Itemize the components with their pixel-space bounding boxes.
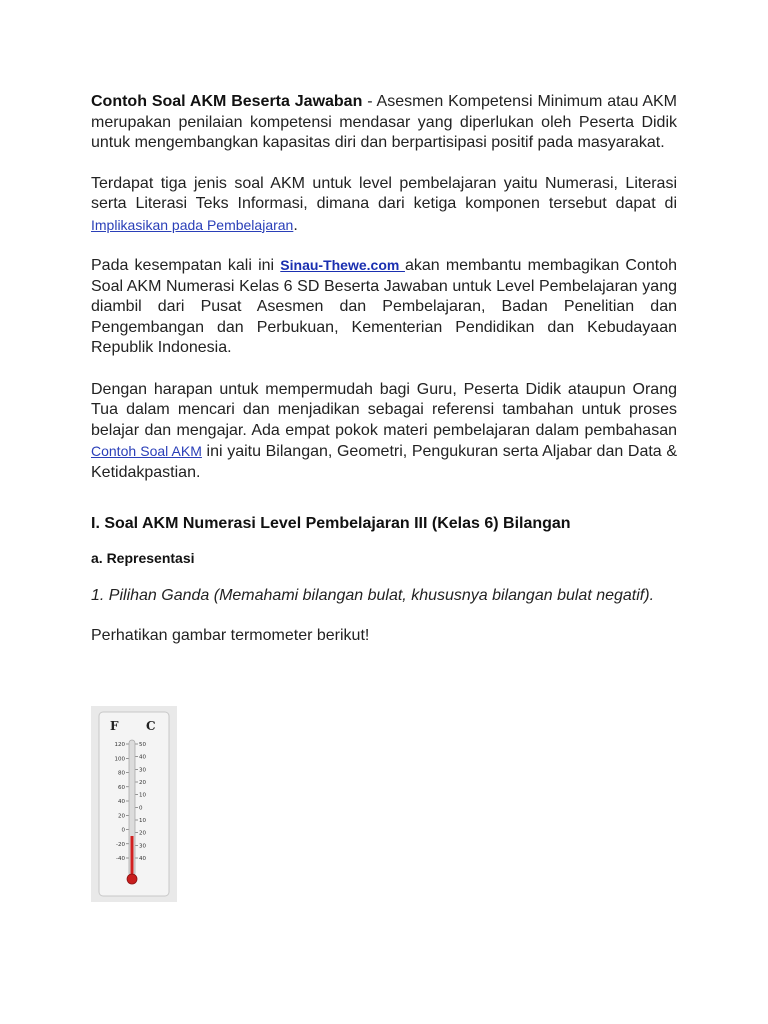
section-subheading: a. Representasi bbox=[91, 550, 195, 566]
c-tick-label: 20 bbox=[139, 780, 146, 786]
intro-text: - Asesmen Kompetensi Minimum atau AKM merupakan penilaian kompetensi mendasar yang diperlukan oleh Peserta Didik untuk mengembangkan kapasitas diri dan berpartisipasi positif pada masyarakat. bbox=[91, 93, 677, 151]
thermometer-bulb bbox=[127, 874, 137, 884]
c-tick-label: 20 bbox=[139, 830, 146, 837]
thermometer-label-f: F bbox=[110, 719, 119, 733]
c-tick-label: 40 bbox=[139, 856, 146, 862]
f-tick-label: 40 bbox=[118, 799, 125, 805]
thermometer-image bbox=[91, 706, 177, 902]
f-tick-label: -40 bbox=[116, 856, 125, 862]
c-tick-label: 10 bbox=[139, 818, 146, 824]
paragraph-3-start: Pada kesempatan kali ini bbox=[91, 257, 281, 274]
c-tick-label: 30 bbox=[139, 767, 146, 774]
paragraph-2-text: Terdapat tiga jenis soal AKM untuk level pembelajaran yaitu Numerasi, Literasi serta Literasi Teks Informasi, dimana dari ketiga komponen tersebut dapat di bbox=[91, 174, 677, 212]
f-tick-label: 120 bbox=[114, 742, 125, 748]
article bbox=[91, 92, 677, 646]
f-tick-label: 0 bbox=[121, 827, 125, 834]
intro-paragraph bbox=[91, 92, 677, 154]
intro-title: Contoh Soal AKM Beserta Jawaban bbox=[91, 93, 363, 110]
f-tick-label: -20 bbox=[116, 841, 125, 848]
mercury-column bbox=[131, 836, 134, 876]
paragraph-4 bbox=[91, 380, 677, 484]
paragraph-3-text: akan membantu membagikan Contoh Soal AKM Numerasi Kelas 6 SD Beserta Jawaban untuk Level Pembelajaran yang diambil dari Pusat Asesmen dan Pembelajaran, Badan Penelitian dan Pengembangan dan Perbukuan, Kementerian Pendidikan dan Kebudayaan Republik Indonesia. bbox=[91, 257, 677, 356]
paragraph-4-end: ini yaitu Bilangan, Geometri, Pengukuran serta Aljabar dan Data & Ketidakpastian. bbox=[91, 443, 677, 481]
thermometer-label-c: C bbox=[146, 719, 156, 733]
implikasikan-link[interactable]: Implikasikan pada Pembelajaran bbox=[91, 216, 294, 233]
c-tick-label: 10 bbox=[139, 792, 146, 799]
paragraph-2-end: . bbox=[293, 216, 298, 234]
thermometer-svg bbox=[91, 706, 177, 902]
c-tick-label: 30 bbox=[139, 843, 146, 850]
c-tick-label: 0 bbox=[139, 805, 143, 812]
sinau-thewe-link[interactable]: Sinau-Thewe.com bbox=[280, 257, 405, 273]
instruction-text: Perhatikan gambar termometer berikut! bbox=[91, 626, 370, 644]
f-tick-label: 60 bbox=[118, 784, 125, 791]
f-tick-label: 80 bbox=[118, 770, 125, 777]
c-tick-label: 50 bbox=[139, 742, 146, 748]
paragraph-2 bbox=[91, 174, 677, 237]
f-tick-label: 100 bbox=[114, 756, 125, 763]
paragraph-3 bbox=[91, 255, 677, 359]
question-text: 1. Pilihan Ganda (Memahami bilangan bulat, khususnya bilangan bulat negatif). bbox=[91, 587, 655, 604]
f-tick-label: 20 bbox=[118, 813, 125, 820]
section-heading: I. Soal AKM Numerasi Level Pembelajaran III (Kelas 6) Bilangan bbox=[91, 515, 571, 532]
contoh-soal-akm-link[interactable]: Contoh Soal AKM bbox=[91, 443, 202, 459]
c-tick-label: 40 bbox=[139, 754, 146, 761]
paragraph-4-start: Dengan harapan untuk mempermudah bagi Guru, Peserta Didik ataupun Orang Tua dalam mencari dan menjadikan sebagai referensi tambahan untuk proses belajar dan mengajar. Ada empat pokok materi pembelajaran dalam pembahasan bbox=[91, 380, 677, 439]
